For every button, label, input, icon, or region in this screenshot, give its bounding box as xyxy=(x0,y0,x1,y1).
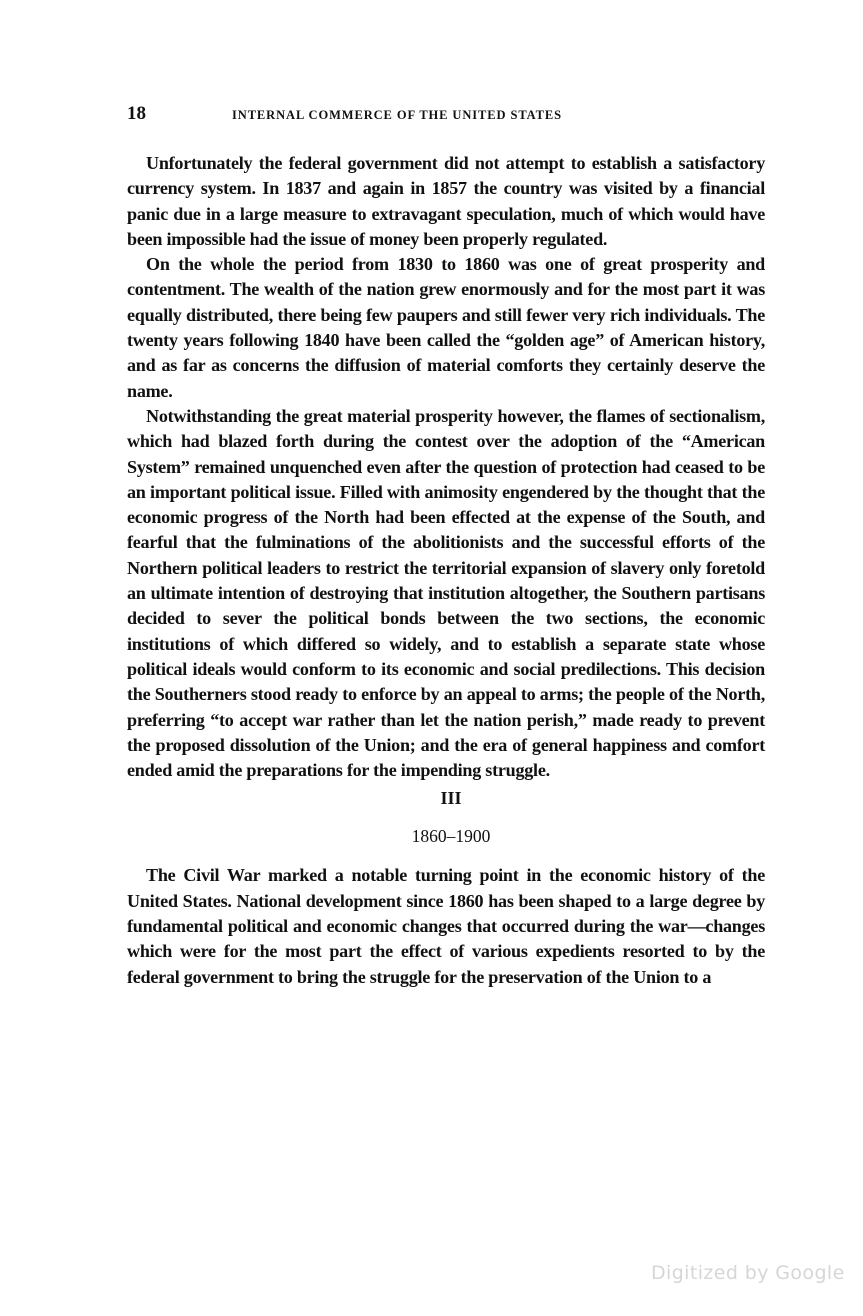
section-numeral: III xyxy=(440,788,462,809)
paragraph-currency: Unfortunately the federal government did not attempt to establish a satisfactory currency system. In 1837 and again in 1857 the country was visited by a financial panic due in a large measure to extravagant speculation, much of which would have been impossible had the issue of money been properly regulated. xyxy=(127,153,765,249)
running-head xyxy=(127,103,767,127)
paragraph-prosperity: On the whole the period from 1830 to 1860 was one of great prosperity and contentment. The wealth of the nation grew enormously and for the most part it was equally distributed, there being few paupers and still fewer very rich individuals. The twenty years following 1840 have been called the “golden age” of American history, and as far as concerns the diffusion of material comforts they certainly deserve the name. xyxy=(127,254,765,401)
section-dates: 1860–1900 xyxy=(411,826,491,847)
running-title: INTERNAL COMMERCE OF THE UNITED STATES xyxy=(232,108,562,122)
paragraph-sectionalism: Notwithstanding the great material prosperity however, the flames of sectionalism, which had blazed forth during the contest over the adoption of the “American System” remained unquenched even after the question of protection had ceased to be an important political issue. Filled with animosity engendered by the thought that the economic progress of the North had been effected at the expense of the South, and fearful that the fulminations of the abolitionists and the successful efforts of the Northern political leaders to restrict the territorial expansion of slavery only foretold an ultimate intention of destroying that institution altogether, the Southern partisans decided to sever the political bonds between the two sections, the economic institutions of which differed so widely, and to establish a separate state whose political ideals would conform to its economic and social predilections. This decision the Southerners stood ready to enforce by an appeal to arms; the people of the North, preferring “to accept war rather than let the nation perish,” made ready to prevent the proposed dissolution of the Union; and the era of general happiness and comfort ended amid the preparations for the impending struggle. xyxy=(127,405,765,781)
body-text xyxy=(127,151,765,990)
digitized-watermark: Digitized by Google xyxy=(651,1262,845,1284)
page-number: 18 xyxy=(127,103,146,124)
paragraph-civil-war: The Civil War marked a notable turning point in the economic history of the United States. National development since 1860 has been shaped to a large degree by fundamental political and economic changes that occurred during the war—changes which were for the most part the effect of various expedients resorted to by the federal government to bring the struggle for the preservation of the Union to a xyxy=(127,865,765,987)
